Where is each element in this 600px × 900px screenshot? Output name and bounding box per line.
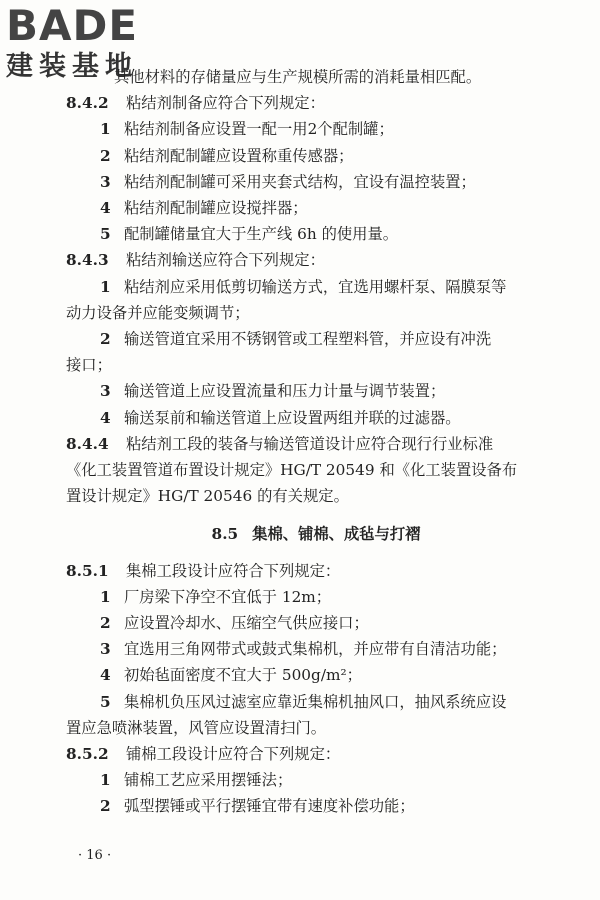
clause-text: 集棉工段设计应符合下列规定： <box>126 561 341 580</box>
item-number: 2 <box>100 146 111 165</box>
item-number: 5 <box>100 225 111 244</box>
item-text: 应设置冷却水、压缩空气供应接口； <box>124 614 369 633</box>
document-body <box>66 64 566 820</box>
section-heading <box>66 521 566 547</box>
clause-text: 粘结剂工段的装备与输送管道设计应符合现行行业标准 <box>126 434 494 453</box>
list-item <box>66 767 566 793</box>
list-item <box>66 584 566 610</box>
clause-text: 粘结剂输送应符合下列规定： <box>126 251 325 270</box>
item-text: 厂房梁下净空不宜低于 12m； <box>124 587 332 606</box>
item-text: 初始毡面密度不宜大于 500g/m²； <box>124 666 362 685</box>
list-item <box>66 274 566 300</box>
clause-number: 8.5.2 <box>66 745 109 764</box>
list-item <box>66 326 566 352</box>
item-number: 2 <box>100 614 111 633</box>
continuation-line: 接口； <box>66 356 112 375</box>
continuation-line: 《化工装置管道布置设计规定》HG/T 20549 和《化工装置设备布 <box>66 461 518 480</box>
list-item <box>66 143 566 169</box>
item-number: 1 <box>100 587 111 606</box>
continuation-line: 置应急喷淋装置，风管应设置清扫门。 <box>66 718 327 737</box>
list-item <box>66 221 566 247</box>
item-text: 输送管道上应设置流量和压力计量与调节装置； <box>124 382 446 401</box>
item-text: 配制罐储量宜大于生产线 6h 的使用量。 <box>124 225 399 244</box>
item-number: 4 <box>100 666 111 685</box>
list-item <box>66 116 566 142</box>
section-title: 集棉、铺棉、成毡与打褶 <box>252 525 421 544</box>
item-number: 1 <box>100 771 111 790</box>
item-text: 粘结剂配制罐可采用夹套式结构，宜设有温控装置； <box>124 172 476 191</box>
item-text: 弧型摆锤或平行摆锤宜带有速度补偿功能； <box>124 797 415 816</box>
continuation-line: 置设计规定》HG/T 20546 的有关规定。 <box>66 487 349 506</box>
item-text: 粘结剂应采用低剪切输送方式，宜选用螺杆泵、隔膜泵等 <box>124 277 507 296</box>
list-item <box>66 378 566 404</box>
clause-number: 8.4.2 <box>66 94 109 113</box>
page-number: · 16 · <box>78 848 112 863</box>
clause-number: 8.5.1 <box>66 561 109 580</box>
continuation-line: 动力设备并应能变频调节； <box>66 303 250 322</box>
list-item <box>66 195 566 221</box>
list-item <box>66 610 566 636</box>
clause-line <box>66 247 566 273</box>
item-number: 2 <box>100 797 111 816</box>
item-text: 宜选用三角网带式或鼓式集棉机，并应带有自清洁功能； <box>124 640 507 659</box>
item-text: 铺棉工艺应采用摆锤法； <box>124 771 293 790</box>
clause-line <box>66 90 566 116</box>
item-number: 1 <box>100 120 111 139</box>
list-item <box>66 793 566 819</box>
item-text: 粘结剂配制罐应设搅拌器； <box>124 199 308 218</box>
item-text: 输送管道宜采用不锈钢管或工程塑料管，并应设有冲洗 <box>124 330 492 349</box>
list-item <box>66 405 566 431</box>
item-text: 输送泵前和输送管道上应设置两组并联的过滤器。 <box>124 408 461 427</box>
list-item <box>66 636 566 662</box>
list-item <box>66 662 566 688</box>
clause-number: 8.4.4 <box>66 434 109 453</box>
item-text: 粘结剂配制罐应设置称重传感器； <box>124 146 354 165</box>
continuation-line: 其他材料的存储量应与生产规模所需的消耗量相匹配。 <box>114 68 482 86</box>
clause-text: 铺棉工段设计应符合下列规定： <box>126 745 341 764</box>
item-number: 4 <box>100 408 111 427</box>
item-number: 4 <box>100 199 111 218</box>
clause-line <box>66 558 566 584</box>
item-text: 粘结剂制备应设置一配一用2个配制罐； <box>124 120 394 139</box>
list-item <box>66 689 566 715</box>
clause-line <box>66 431 566 457</box>
watermark-word: BADE <box>6 1 139 50</box>
watermark-subtitle: 建装基地 <box>6 51 138 82</box>
clause-line <box>66 741 566 767</box>
item-text: 集棉机负压风过滤室应靠近集棉机抽风口，抽风系统应设 <box>124 692 507 711</box>
list-item <box>66 169 566 195</box>
section-number: 8.5 <box>211 525 239 544</box>
item-number: 2 <box>100 330 111 349</box>
item-number: 3 <box>100 640 111 659</box>
item-number: 3 <box>100 382 111 401</box>
clause-number: 8.4.3 <box>66 251 109 270</box>
clause-text: 粘结剂制备应符合下列规定： <box>126 94 325 113</box>
item-number: 5 <box>100 692 111 711</box>
item-number: 3 <box>100 172 111 191</box>
item-number: 1 <box>100 277 111 296</box>
